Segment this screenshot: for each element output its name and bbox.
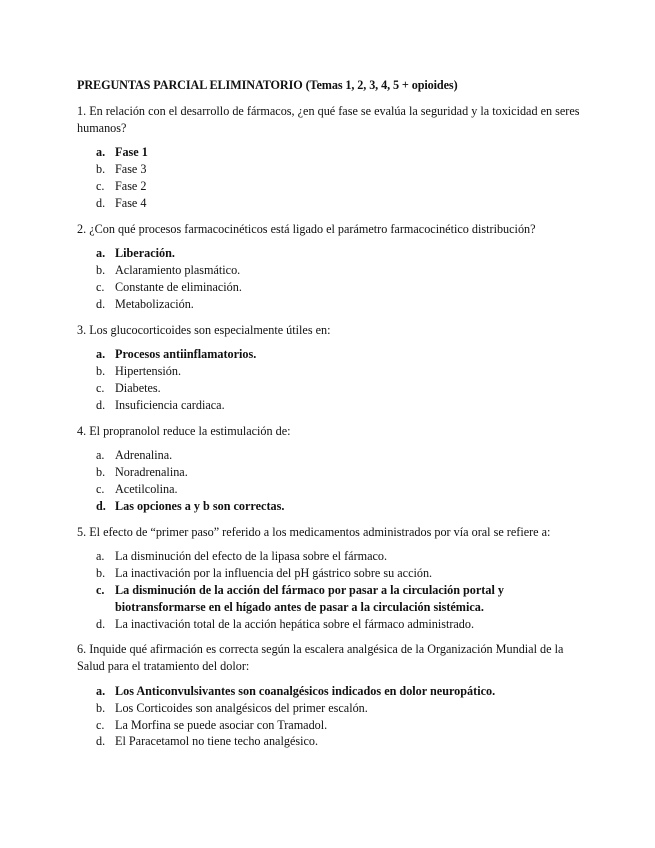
- document-page: [77, 77, 582, 759]
- option-letter: d.: [96, 498, 106, 513]
- option-text: Los Anticonvulsivantes son coanalgésicos indicados en dolor neuropático.: [115, 683, 496, 698]
- question-text: 3. Los glucocorticoides son especialmente útiles en:: [77, 322, 331, 337]
- answer-options: [77, 447, 582, 514]
- question-text: 1. En relación con el desarrollo de fármacos, ¿en qué fase se evalúa la seguridad y la toxicidad en seres humanos?: [77, 103, 580, 135]
- answer-options: [77, 548, 582, 632]
- option-letter: d.: [96, 734, 106, 749]
- option-letter: b.: [96, 263, 106, 278]
- option-text: Acetilcolina.: [115, 481, 178, 496]
- option-text: Hipertensión.: [115, 364, 182, 379]
- option-letter: a.: [96, 347, 106, 362]
- answer-option-correct: [77, 683, 582, 700]
- answer-option-correct: [77, 498, 582, 515]
- option-text: La inactivación por la influencia del pH gástrico sobre su acción.: [115, 566, 433, 581]
- question-6: [77, 641, 582, 750]
- answer-options: [77, 245, 582, 312]
- answer-option: [77, 548, 582, 565]
- answer-options: [77, 683, 582, 750]
- option-letter: a.: [96, 246, 106, 261]
- option-text: Fase 4: [115, 195, 147, 210]
- option-letter: d.: [96, 296, 106, 311]
- option-text: Adrenalina.: [115, 448, 173, 463]
- option-text: Fase 2: [115, 178, 147, 193]
- answer-option-correct: [77, 245, 582, 262]
- option-letter: a.: [96, 145, 106, 160]
- answer-option: [77, 717, 582, 734]
- answer-option: [77, 700, 582, 717]
- answer-option: [77, 279, 582, 296]
- answer-option: [77, 363, 582, 380]
- answer-option: [77, 397, 582, 414]
- option-letter: b.: [96, 700, 106, 715]
- question-list: [77, 103, 582, 750]
- option-letter: d.: [96, 195, 106, 210]
- option-letter: c.: [96, 582, 105, 597]
- option-letter: b.: [96, 465, 106, 480]
- option-text: Constante de eliminación.: [115, 279, 242, 294]
- option-letter: c.: [96, 481, 105, 496]
- option-letter: c.: [96, 380, 105, 395]
- answer-option-correct: [77, 582, 582, 616]
- question-4: [77, 423, 582, 515]
- option-letter: c.: [96, 279, 105, 294]
- option-text: Aclaramiento plasmático.: [115, 263, 241, 278]
- answer-option: [77, 616, 582, 633]
- option-text: Procesos antiinflamatorios.: [115, 347, 257, 362]
- question-text: 2. ¿Con qué procesos farmacocinéticos está ligado el parámetro farmacocinético distribución?: [77, 221, 536, 236]
- answer-option: [77, 178, 582, 195]
- question-text: 6. Inquide qué afirmación es correcta según la escalera analgésica de la Organización Mundial de la Salud para el tratamiento del dolor:: [77, 642, 564, 674]
- answer-option: [77, 447, 582, 464]
- answer-option: [77, 161, 582, 178]
- option-text: Las opciones a y b son correctas.: [115, 498, 285, 513]
- question-text: 5. El efecto de “primer paso” referido a los medicamentos administrados por vía oral se refiere a:: [77, 524, 551, 539]
- answer-option: [77, 733, 582, 750]
- answer-options: [77, 346, 582, 413]
- option-text: La inactivación total de la acción hepática sobre el fármaco administrado.: [115, 616, 475, 631]
- option-text: La Morfina se puede asociar con Tramadol.: [115, 717, 328, 732]
- option-text: Noradrenalina.: [115, 465, 188, 480]
- option-letter: d.: [96, 397, 106, 412]
- option-text: Insuficiencia cardiaca.: [115, 397, 225, 412]
- option-letter: c.: [96, 178, 105, 193]
- option-text: Metabolización.: [115, 296, 194, 311]
- question-text: 4. El propranolol reduce la estimulación de:: [77, 423, 291, 438]
- question-1: [77, 103, 582, 212]
- option-text: Los Corticoides son analgésicos del primer escalón.: [115, 700, 368, 715]
- option-text: El Paracetamol no tiene techo analgésico.: [115, 734, 319, 749]
- option-text: Diabetes.: [115, 380, 161, 395]
- question-5: [77, 524, 582, 633]
- option-text: Liberación.: [115, 246, 175, 261]
- option-letter: b.: [96, 364, 106, 379]
- answer-option: [77, 380, 582, 397]
- question-3: [77, 322, 582, 414]
- option-text: Fase 1: [115, 145, 148, 160]
- answer-option: [77, 481, 582, 498]
- option-letter: a.: [96, 549, 105, 564]
- answer-options: [77, 144, 582, 211]
- option-letter: a.: [96, 683, 106, 698]
- option-letter: b.: [96, 162, 106, 177]
- option-letter: a.: [96, 448, 105, 463]
- question-2: [77, 221, 582, 313]
- option-letter: c.: [96, 717, 105, 732]
- option-text: Fase 3: [115, 162, 147, 177]
- answer-option: [77, 565, 582, 582]
- answer-option: [77, 262, 582, 279]
- answer-option: [77, 296, 582, 313]
- option-text: La disminución del efecto de la lipasa sobre el fármaco.: [115, 549, 388, 564]
- answer-option-correct: [77, 144, 582, 161]
- answer-option: [77, 195, 582, 212]
- answer-option-correct: [77, 346, 582, 363]
- option-text: La disminución de la acción del fármaco por pasar a la circulación portal y biotransformarse en el hígado antes de pasar a la circulación sistémica.: [115, 582, 504, 614]
- document-title: PREGUNTAS PARCIAL ELIMINATORIO (Temas 1, 2, 3, 4, 5 + opioides): [77, 78, 458, 92]
- option-letter: b.: [96, 566, 106, 581]
- answer-option: [77, 464, 582, 481]
- option-letter: d.: [96, 616, 106, 631]
